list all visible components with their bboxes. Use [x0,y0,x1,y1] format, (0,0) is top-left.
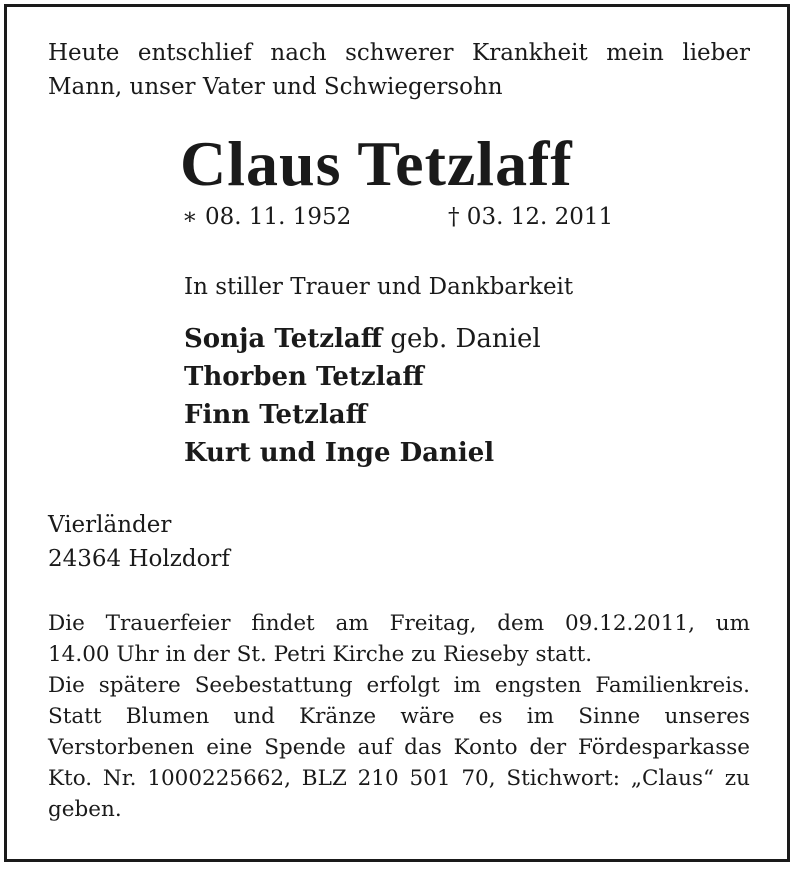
details-line-2: 14.00 Uhr in der St. Petri Kirche zu Rieseby statt. [48,642,593,667]
mourner-2 [184,358,541,396]
intro-line-2: Mann, unser Vater und Schwiegersohn [48,74,503,100]
details-line-6: Kto. Nr. 1000225662, BLZ 210 501 70, Stichwort: „Claus“ zu [48,766,750,791]
deceased-name: Claus Tetzlaff [180,128,573,199]
mourner-name: Sonja Tetzlaff [184,324,383,354]
mourner-1 [184,320,541,358]
mourner-3 [184,396,541,434]
mourners-list [184,320,541,472]
death-date: † 03. 12. 2011 [448,204,614,230]
address-city: 24364 Holzdorf [48,546,230,572]
details-line-3: Die spätere Seebestattung erfolgt im engsten Familienkreis. [48,673,750,698]
details-line-4: Statt Blumen und Kränze wäre es im Sinne unseres [48,704,750,729]
mourner-4 [184,434,541,472]
intro-text [48,36,750,104]
intro-line-1: Heute entschlief nach schwerer Krankheit mein lieber [48,40,750,66]
details-line-1: Die Trauerfeier findet am Freitag, dem 09.12.2011, um [48,611,750,636]
address-street: Vierländer [48,512,172,538]
mourning-line: In stiller Trauer und Dankbarkeit [184,274,574,300]
mourner-suffix: geb. Daniel [382,324,541,354]
address [48,508,230,576]
mourner-name: Finn Tetzlaff [184,400,367,430]
mourner-name: Kurt und Inge Daniel [184,438,495,468]
mourner-name: Thorben Tetzlaff [184,362,424,392]
details-line-5: Verstorbenen eine Spende auf das Konto der Fördesparkasse [48,735,750,760]
details-line-7: geben. [48,797,122,822]
funeral-details [48,608,750,825]
birth-date: ∗ 08. 11. 1952 [182,204,352,230]
